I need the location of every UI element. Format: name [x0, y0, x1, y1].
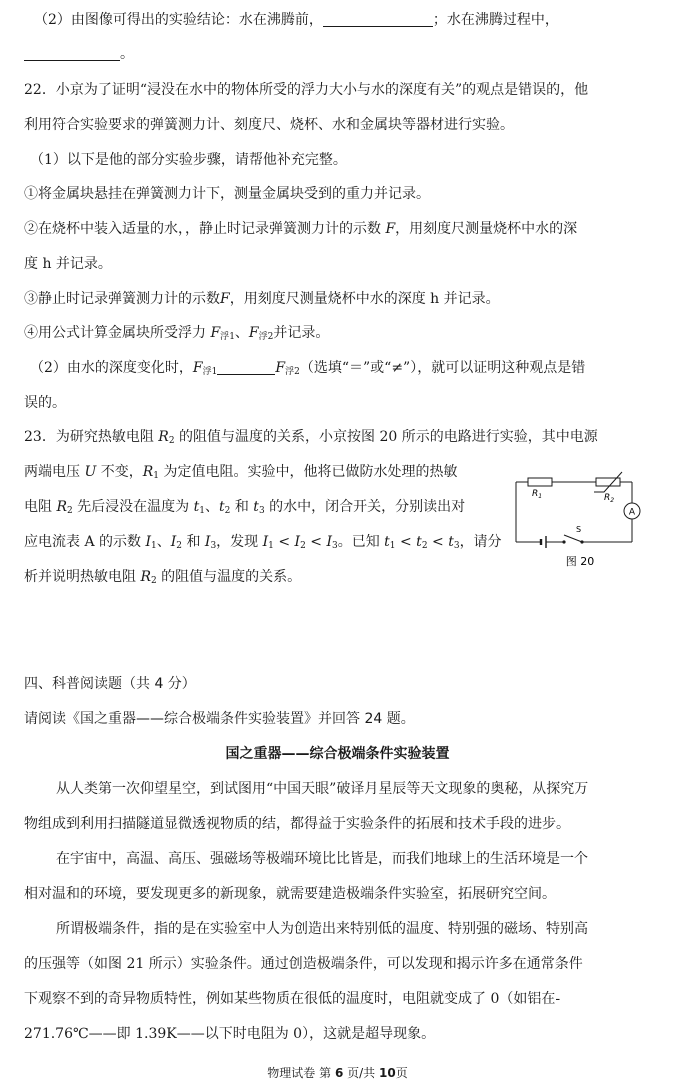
- switch-contact: [562, 540, 565, 543]
- total-page-count: 10: [378, 1066, 396, 1080]
- q23-line4: 应电流表 A 的示数 $I_1$、$I_2$ 和 $I_3$，发现 $I_1 < I_2 < I_3$。已知 $t_1 < t_2 < t_3$，请分: [24, 534, 502, 551]
- answer-blank[interactable]: [323, 12, 433, 27]
- q22-part2-line2: 误的。: [24, 395, 66, 411]
- reading-p3-line2: 的压强等（如图 21 所示）实验条件。通过创造极端条件，可以发现和揭示许多在通常条件: [24, 956, 583, 972]
- q23-line5: 析并说明热敏电阻 $R_2$ 的阻值与温度的关系。: [24, 569, 302, 586]
- section-4-intro: 请阅读《国之重器——综合极端条件实验装置》并回答 24 题。: [24, 711, 415, 727]
- section-4-heading: 四、科普阅读题（共 4 分）: [24, 676, 196, 692]
- reading-p3-line4: 271.76℃——即 1.39K——以下时电阻为 0），这就是超导现象。: [24, 1026, 436, 1042]
- q23-line3: 电阻 $R_2$ 先后浸没在温度为 $t_1$、$t_2$ 和 $t_3$ 的水中，闭合开关，分别读出对: [24, 499, 466, 516]
- reading-p2-line2: 相对温和的环境，要发现更多的新现象，就需要建造极端条件实验室，拓展研究空间。: [24, 886, 556, 902]
- q22-stem-line2: 利用符合实验要求的弹簧测力计、刻度尺、烧杯、水和金属块等器材进行实验。: [24, 117, 514, 133]
- q22-stem-line1: 22．小京为了证明“浸没在水中的物体所受的浮力大小与水的深度有关”的观点是错误的，他: [24, 82, 589, 98]
- reading-p1-line2: 物组成到利用扫描隧道显微透视物质的结，都得益于实验条件的拓展和技术手段的进步。: [24, 816, 570, 832]
- q22-part2-line1: （2）由水的深度变化时，$F_{浮1}$ $F_{浮2}$（选填“＝”或“≠”），就可以证明这种观点是错: [30, 360, 586, 377]
- q22-step1: ①将金属块悬挂在弹簧测力计下，测量金属块受到的重力并记录。: [24, 186, 430, 202]
- r1-label: $R_1$: [532, 489, 543, 500]
- reading-p3-line1: 所谓极端条件，指的是在实验室中人为创造出来特别低的温度、特别强的磁场、特别高: [56, 921, 588, 937]
- reading-p3-line3: 下观察不到的奇异物质特性，例如某些物质在很低的温度时，电阻就变成了 0（如铝在-: [24, 991, 561, 1007]
- q23-line2: 两端电压 U 不变，$R_1$ 为定值电阻。实验中，他将已做防水处理的热敏: [24, 464, 458, 481]
- reading-title: 国之重器——综合极端条件实验装置: [225, 746, 450, 762]
- q22-part1-prompt: （1）以下是他的部分实验步骤，请帮他补充完整。: [30, 152, 347, 168]
- q21-part2-line1: （2）由图像可得出的实验结论：水在沸腾前， ；水在沸腾过程中，: [34, 12, 559, 28]
- switch-blade: [564, 535, 582, 542]
- switch-contact: [580, 540, 583, 543]
- resistor-r1: [528, 478, 552, 486]
- switch-label: S: [576, 525, 582, 534]
- reading-p1-line1: 从人类第一次仰望星空，到试图用“中国天眼”破译月星辰等天文现象的奥秘，从探究万: [56, 781, 589, 797]
- q21-part2-line2: 。: [24, 44, 651, 64]
- q22-step4: ④用公式计算金属块所受浮力 $F_{浮1}$、$F_{浮2}$并记录。: [24, 325, 330, 342]
- q22-step3: ③静止时记录弹簧测力计的示数F，用刻度尺测量烧杯中水的深度 h 并记录。: [24, 291, 500, 307]
- ammeter-label: A: [628, 507, 636, 518]
- thermistor-arrow: [594, 472, 622, 492]
- answer-blank[interactable]: [217, 360, 275, 375]
- q22-step2-line1: ②在烧杯中装入适量的水，，静止时记录弹簧测力计的示数 F，用刻度尺测量烧杯中水的深: [24, 221, 578, 237]
- circuit-diagram-figure-20: [508, 462, 648, 574]
- reading-p2-line1: 在宇宙中，高温、高压、强磁场等极端环境比比皆是，而我们地球上的生活环境是一个: [56, 851, 588, 867]
- answer-blank[interactable]: [24, 46, 120, 61]
- r2-label: $R_2$: [604, 493, 615, 504]
- page-footer: 物理试卷 第 6 页/共 10页: [267, 1066, 408, 1080]
- q22-step2-line2: 度 h 并记录。: [24, 256, 112, 272]
- current-page-number: 6: [334, 1066, 344, 1080]
- q23-line1: 23．为研究热敏电阻 $R_2$ 的阻值与温度的关系，小京按图 20 所示的电路进行实验，其中电源: [24, 429, 598, 446]
- figure-caption: 图 20: [565, 555, 595, 568]
- thermistor-r2: [596, 478, 620, 486]
